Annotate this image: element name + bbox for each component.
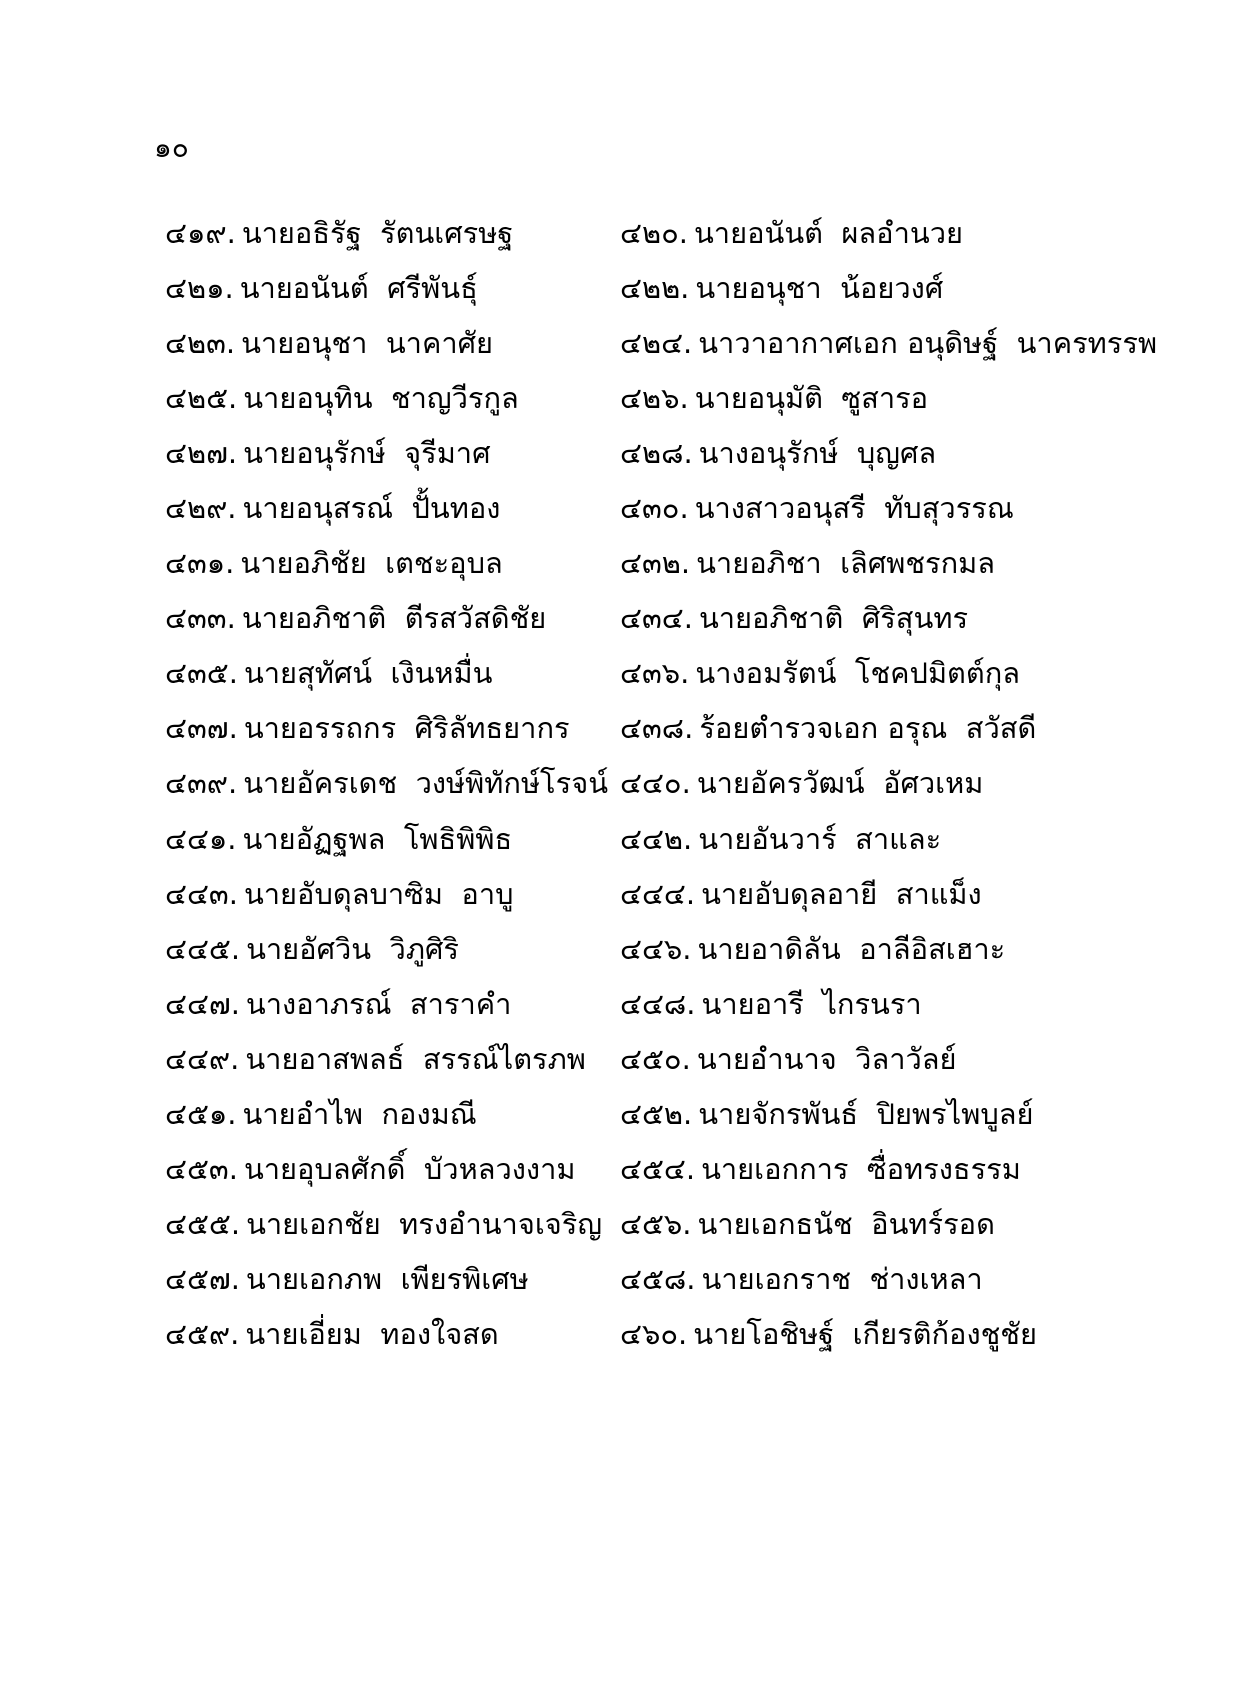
list-item bbox=[165, 976, 620, 1031]
entry-number: ๔๓๑. bbox=[165, 546, 235, 581]
list-item bbox=[165, 205, 620, 260]
entry-name: นายอธิรัฐ รัตนเศรษฐ bbox=[241, 215, 514, 250]
list-item bbox=[165, 1197, 620, 1252]
entry-name: นายอับดุลอายี สาแม็ง bbox=[701, 876, 982, 911]
entry-name: นายเอี่ยม ทองใจสด bbox=[245, 1317, 499, 1352]
entry-number: ๔๕๖. bbox=[620, 1207, 692, 1242]
list-item bbox=[620, 1087, 1105, 1142]
entry-number: ๔๕๕. bbox=[165, 1207, 241, 1242]
entry-name: นายอนุชา น้อยวงศ์ bbox=[695, 270, 944, 305]
entry-number: ๔๒๙. bbox=[165, 491, 237, 526]
entry-number: ๔๕๓. bbox=[165, 1152, 238, 1187]
entry-name: นายอนันต์ ผลอำนวย bbox=[693, 215, 963, 250]
list-item bbox=[620, 701, 1105, 756]
entry-number: ๔๔๐. bbox=[620, 766, 691, 801]
entry-name: นายอรรถกร ศิริลัทธยากร bbox=[243, 711, 570, 746]
list-item bbox=[165, 921, 620, 976]
list-item bbox=[165, 756, 620, 811]
entry-number: ๔๓๕. bbox=[165, 656, 238, 691]
entry-name: นายอำไพ กองมณี bbox=[242, 1097, 477, 1132]
list-item bbox=[620, 591, 1105, 646]
entry-name: นายเอกราช ช่างเหลา bbox=[701, 1262, 983, 1297]
list-item bbox=[165, 260, 620, 315]
entry-name: นายโอชิษฐ์ เกียรติก้องชูชัย bbox=[693, 1317, 1037, 1352]
entry-name: นายอัครเดช วงษ์พิทักษ์โรจน์ bbox=[243, 766, 609, 801]
list-item bbox=[165, 646, 620, 701]
entry-number: ๔๔๙. bbox=[165, 1041, 240, 1076]
entry-name: นางอมรัตน์ โชคปมิตต์กุล bbox=[695, 656, 1021, 691]
entry-number: ๔๔๖. bbox=[620, 931, 692, 966]
list-item bbox=[620, 976, 1105, 1031]
entry-name: นายอนุชา นาคาศัย bbox=[241, 325, 494, 360]
list-item bbox=[165, 811, 620, 866]
entry-number: ๔๕๐. bbox=[620, 1041, 691, 1076]
entry-number: ๔๔๑. bbox=[165, 821, 237, 856]
name-list bbox=[165, 205, 1158, 1362]
list-item bbox=[165, 536, 620, 591]
entry-name: นายเอกการ ซื่อทรงธรรม bbox=[701, 1152, 1021, 1187]
entry-name: นางสาวอนุสรี ทับสุวรรณ bbox=[694, 491, 1014, 526]
entry-number: ๔๒๒. bbox=[620, 270, 690, 305]
entry-name: นายเอกธนัช อินทร์รอด bbox=[697, 1207, 995, 1242]
list-item bbox=[620, 1307, 1105, 1362]
entry-number: ๔๕๙. bbox=[165, 1317, 240, 1352]
entry-number: ๔๓๐. bbox=[620, 491, 689, 526]
entry-name: นางอาภรณ์ สาราคำ bbox=[245, 986, 512, 1021]
list-item bbox=[165, 315, 620, 370]
entry-number: ๔๒๓. bbox=[165, 325, 236, 360]
list-item bbox=[165, 1252, 620, 1307]
list-item bbox=[165, 480, 620, 535]
entry-number: ๔๕๗. bbox=[165, 1262, 240, 1297]
entry-name: นายอัครวัฒน์ อัศวเหม bbox=[696, 766, 984, 801]
entry-name: นายอาสพลธ์ สรรณ์ไตรภพ bbox=[245, 1041, 586, 1076]
list-item bbox=[165, 591, 620, 646]
entry-name: นายอำนาจ วิลาวัลย์ bbox=[696, 1041, 957, 1076]
entry-number: ๔๒๔. bbox=[620, 325, 693, 360]
list-item bbox=[620, 480, 1105, 535]
entry-name: นายอภิชัย เตชะอุบล bbox=[240, 546, 503, 581]
entry-name: นายอนุรักษ์ จุรีมาศ bbox=[243, 435, 491, 470]
entry-number: ๔๖๐. bbox=[620, 1317, 688, 1352]
entry-name: นายอภิชาติ ตีรสวัสดิชัย bbox=[241, 601, 547, 636]
entry-number: ๔๔๒. bbox=[620, 821, 693, 856]
entry-name: นายจักรพันธ์ ปิยพรไพบูลย์ bbox=[698, 1097, 1034, 1132]
entry-number: ๔๔๕. bbox=[165, 931, 241, 966]
list-item bbox=[165, 1142, 620, 1197]
entry-number: ๔๓๗. bbox=[165, 711, 238, 746]
entry-name: นาวาอากาศเอก อนุดิษฐ์ นาครทรรพ bbox=[698, 325, 1158, 360]
list-item bbox=[620, 646, 1105, 701]
list-item bbox=[620, 1252, 1105, 1307]
entry-name: นายเอกชัย ทรงอำนาจเจริญ bbox=[246, 1207, 603, 1242]
entry-name: นายอุบลศักดิ์ บัวหลวงงาม bbox=[243, 1152, 576, 1187]
list-item bbox=[620, 921, 1105, 976]
list-item bbox=[620, 260, 1105, 315]
entry-name: นายอนันต์ ศรีพันธุ์ bbox=[239, 270, 478, 305]
entry-number: ๔๕๒. bbox=[620, 1097, 693, 1132]
entry-number: ๔๒๕. bbox=[165, 380, 238, 415]
list-item bbox=[620, 811, 1105, 866]
entry-number: ๔๒๑. bbox=[165, 270, 234, 305]
list-item bbox=[620, 425, 1105, 480]
entry-number: ๔๕๘. bbox=[620, 1262, 696, 1297]
entry-name: นายสุทัศน์ เงินหมื่น bbox=[243, 656, 493, 691]
entry-number: ๔๒๐. bbox=[620, 215, 688, 250]
list-item bbox=[165, 425, 620, 480]
entry-name: นายอภิชาติ ศิริสุนทร bbox=[698, 601, 969, 636]
entry-name: นายอัฏฐพล โพธิพิพิธ bbox=[242, 821, 513, 856]
list-item bbox=[620, 315, 1158, 370]
entry-number: ๔๕๔. bbox=[620, 1152, 696, 1187]
entry-number: ๔๓๔. bbox=[620, 601, 693, 636]
list-item bbox=[620, 1031, 1105, 1086]
entry-name: นายเอกภพ เพียรพิเศษ bbox=[245, 1262, 529, 1297]
entry-number: ๔๔๘. bbox=[620, 986, 696, 1021]
entry-name: นายอับดุลบาซิม อาบู bbox=[243, 876, 514, 911]
entry-number: ๔๒๖. bbox=[620, 380, 689, 415]
entry-name: นายอันวาร์ สาและ bbox=[698, 821, 942, 856]
entry-number: ๔๒๗. bbox=[165, 435, 238, 470]
entry-name: นายอภิชา เลิศพชรกมล bbox=[696, 546, 996, 581]
entry-name: นายอนุสรณ์ ปั้นทอง bbox=[242, 491, 501, 526]
entry-name: นายอาดิลัน อาลีอิสเฮาะ bbox=[697, 931, 1006, 966]
entry-number: ๔๓๒. bbox=[620, 546, 691, 581]
list-item bbox=[620, 1197, 1105, 1252]
entry-number: ๔๕๑. bbox=[165, 1097, 237, 1132]
list-item bbox=[620, 866, 1105, 921]
entry-name: นายอนุทิน ชาญวีรกูล bbox=[243, 380, 519, 415]
entry-number: ๔๑๙. bbox=[165, 215, 236, 250]
list-item bbox=[620, 1142, 1105, 1197]
list-item bbox=[165, 370, 620, 425]
entry-name: นายอารี ไกรนรา bbox=[701, 986, 922, 1021]
list-item bbox=[165, 701, 620, 756]
list-item bbox=[620, 756, 1105, 811]
page-number: ๑๐ bbox=[154, 131, 189, 164]
entry-number: ๔๒๘. bbox=[620, 435, 693, 470]
entry-name: นางอนุรักษ์ บุญศล bbox=[698, 435, 937, 470]
list-item bbox=[165, 1031, 620, 1086]
list-item bbox=[620, 536, 1105, 591]
entry-number: ๔๓๙. bbox=[165, 766, 238, 801]
entry-name: นายอนุมัติ ซูสารอ bbox=[694, 380, 929, 415]
entry-number: ๔๔๓. bbox=[165, 876, 238, 911]
entry-name: นายอัศวิน วิภูศิริ bbox=[246, 931, 459, 966]
list-item bbox=[620, 370, 1105, 425]
entry-number: ๔๔๔. bbox=[620, 876, 696, 911]
entry-number: ๔๔๗. bbox=[165, 986, 240, 1021]
list-item bbox=[165, 1307, 620, 1362]
list-item bbox=[165, 866, 620, 921]
entry-name: ร้อยตำรวจเอก อรุณ สวัสดี bbox=[699, 711, 1037, 746]
entry-number: ๔๓๓. bbox=[165, 601, 236, 636]
entry-number: ๔๓๖. bbox=[620, 656, 690, 691]
list-item bbox=[165, 1087, 620, 1142]
entry-number: ๔๓๘. bbox=[620, 711, 694, 746]
list-item bbox=[620, 205, 1105, 260]
